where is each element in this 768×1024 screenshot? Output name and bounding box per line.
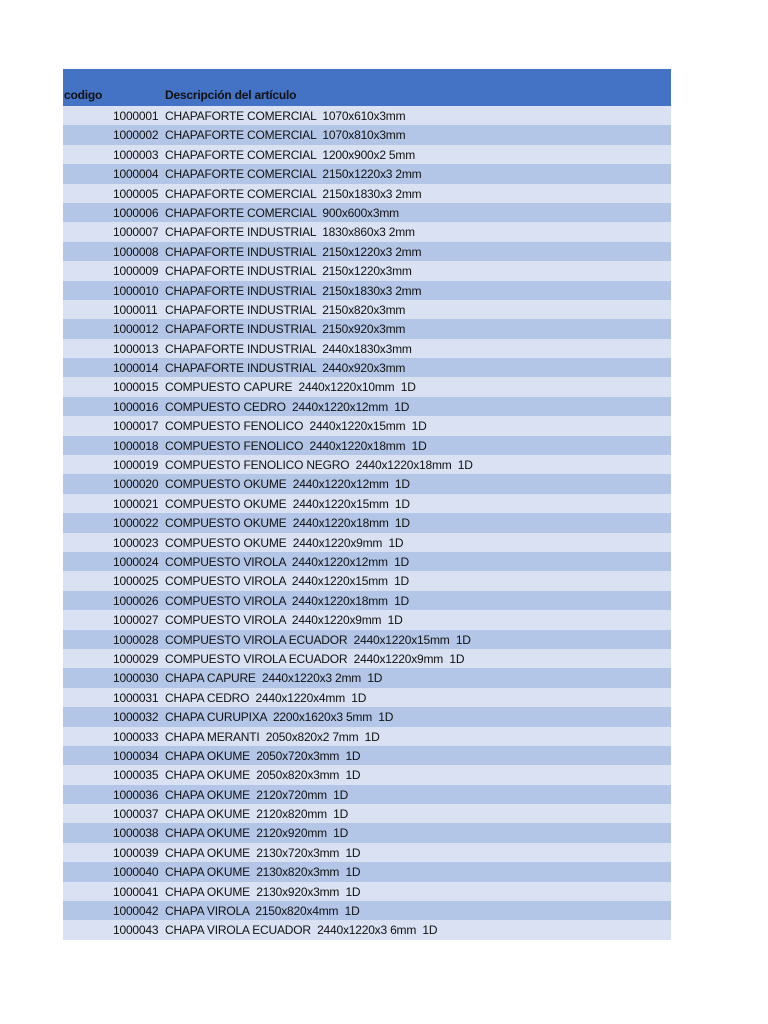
table-row[interactable]	[63, 901, 671, 920]
table-row[interactable]	[63, 494, 671, 513]
table-row[interactable]	[63, 707, 671, 726]
table-row[interactable]	[63, 125, 671, 144]
cell-description[interactable]: CHAPA OKUME 2050x720x3mm 1D	[165, 748, 361, 763]
cell-code[interactable]: 1000011	[113, 302, 158, 317]
cell-description[interactable]: CHAPAFORTE INDUSTRIAL 2440x1830x3mm	[165, 341, 412, 356]
cell-code[interactable]: 1000033	[113, 729, 159, 744]
table-row[interactable]	[63, 688, 671, 707]
table-row[interactable]	[63, 804, 671, 823]
cell-description[interactable]: CHAPAFORTE COMERCIAL 2150x1830x3 2mm	[165, 186, 422, 201]
table-body	[63, 106, 671, 940]
cell-code[interactable]: 1000018	[113, 438, 159, 453]
cell-description[interactable]: CHAPAFORTE COMERCIAL 1070x810x3mm	[165, 128, 406, 143]
cell-code[interactable]: 1000028	[113, 632, 159, 647]
cell-description[interactable]: CHAPA OKUME 2120x920mm 1D	[165, 826, 349, 841]
table-row[interactable]	[63, 222, 671, 241]
cell-description[interactable]: CHAPA MERANTI 2050x820x2 7mm 1D	[165, 729, 380, 744]
cell-description[interactable]: COMPUESTO OKUME 2440x1220x18mm 1D	[165, 516, 410, 531]
cell-code[interactable]: 1000016	[113, 399, 159, 414]
cell-description[interactable]: COMPUESTO VIROLA ECUADOR 2440x1220x9mm 1D	[165, 651, 465, 666]
cell-description[interactable]: COMPUESTO CEDRO 2440x1220x12mm 1D	[165, 399, 410, 414]
cell-code[interactable]: 1000029	[113, 651, 159, 666]
cell-code[interactable]: 1000004	[113, 167, 159, 182]
table-row[interactable]	[63, 591, 671, 610]
cell-code[interactable]: 1000041	[113, 884, 159, 899]
cell-code[interactable]: 1000009	[113, 264, 159, 279]
table-row[interactable]	[63, 455, 671, 474]
table-row[interactable]	[63, 145, 671, 164]
cell-description[interactable]: CHAPA OKUME 2120x720mm 1D	[165, 787, 349, 802]
cell-code[interactable]: 1000022	[113, 516, 159, 531]
cell-description[interactable]: CHAPAFORTE COMERCIAL 2150x1220x3 2mm	[165, 167, 422, 182]
cell-description[interactable]: CHAPAFORTE INDUSTRIAL 2150x1220x3 2mm	[165, 244, 422, 259]
table-row[interactable]	[63, 281, 671, 300]
cell-code[interactable]: 1000008	[113, 244, 159, 259]
table-row[interactable]	[63, 300, 671, 319]
cell-code[interactable]: 1000013	[113, 341, 159, 356]
cell-code[interactable]: 1000019	[113, 458, 159, 473]
cell-description[interactable]: CHAPAFORTE INDUSTRIAL 2440x920x3mm	[165, 361, 406, 376]
table-row[interactable]	[63, 843, 671, 862]
table-row[interactable]	[63, 164, 671, 183]
cell-description[interactable]: COMPUESTO OKUME 2440x1220x12mm 1D	[165, 477, 410, 492]
cell-description[interactable]: CHAPA OKUME 2130x820x3mm 1D	[165, 865, 361, 880]
table-row[interactable]	[63, 436, 671, 455]
cell-description[interactable]: COMPUESTO VIROLA 2440x1220x18mm 1D	[165, 593, 410, 608]
cell-code[interactable]: 1000010	[113, 283, 159, 298]
cell-code[interactable]: 1000043	[113, 923, 159, 938]
table-row[interactable]	[63, 339, 671, 358]
cell-description[interactable]: CHAPA VIROLA ECUADOR 2440x1220x3 6mm 1D	[165, 923, 438, 938]
table-header-row	[63, 69, 671, 106]
cell-description[interactable]: CHAPA OKUME 2050x820x3mm 1D	[165, 768, 361, 783]
cell-code[interactable]: 1000024	[113, 554, 159, 569]
table-row[interactable]	[63, 649, 671, 668]
cell-code[interactable]: 1000034	[113, 748, 159, 763]
cell-description[interactable]: CHAPAFORTE INDUSTRIAL 2150x820x3mm	[165, 302, 406, 317]
cell-description[interactable]: CHAPAFORTE INDUSTRIAL 1830x860x3 2mm	[165, 225, 415, 240]
cell-description[interactable]: COMPUESTO FENOLICO 2440x1220x15mm 1D	[165, 419, 427, 434]
cell-code[interactable]: 1000031	[113, 690, 159, 705]
cell-code[interactable]: 1000007	[113, 225, 159, 240]
header-code[interactable]: codigo	[64, 88, 103, 102]
cell-code[interactable]: 1000023	[113, 535, 159, 550]
cell-description[interactable]: COMPUESTO VIROLA ECUADOR 2440x1220x15mm 1D	[165, 632, 471, 647]
table-row[interactable]	[63, 862, 671, 881]
cell-code[interactable]: 1000006	[113, 205, 159, 220]
table-row[interactable]	[63, 882, 671, 901]
table-row[interactable]	[63, 261, 671, 280]
cell-code[interactable]: 1000003	[113, 147, 159, 162]
cell-code[interactable]: 1000005	[113, 186, 159, 201]
cell-code[interactable]: 1000039	[113, 845, 159, 860]
table-row[interactable]	[63, 746, 671, 765]
cell-code[interactable]: 1000020	[113, 477, 159, 492]
cell-description[interactable]: CHAPAFORTE COMERCIAL 1070x610x3mm	[165, 109, 406, 123]
cell-code[interactable]: 1000042	[113, 904, 159, 919]
cell-code[interactable]: 1000040	[113, 865, 159, 880]
cell-description[interactable]: CHAPAFORTE COMERCIAL 1200x900x2 5mm	[165, 147, 415, 162]
cell-description[interactable]: CHAPAFORTE INDUSTRIAL 2150x1830x3 2mm	[165, 283, 422, 298]
cell-description[interactable]: CHAPA CEDRO 2440x1220x4mm 1D	[165, 690, 367, 705]
table-row[interactable]	[63, 571, 671, 590]
table-row[interactable]	[63, 920, 671, 939]
table-row[interactable]	[63, 242, 671, 261]
cell-description[interactable]: CHAPAFORTE INDUSTRIAL 2150x920x3mm	[165, 322, 406, 337]
cell-code[interactable]: 1000025	[113, 574, 159, 589]
table-row[interactable]	[63, 823, 671, 842]
cell-code[interactable]: 1000036	[113, 787, 159, 802]
cell-description[interactable]: CHAPA OKUME 2130x920x3mm 1D	[165, 884, 361, 899]
cell-code[interactable]: 1000012	[113, 322, 159, 337]
table-row[interactable]	[63, 785, 671, 804]
table-row[interactable]	[63, 319, 671, 338]
cell-description[interactable]: CHAPA OKUME 2120x820mm 1D	[165, 807, 349, 822]
cell-code[interactable]: 1000001	[113, 109, 159, 123]
cell-description[interactable]: CHAPA CURUPIXA 2200x1620x3 5mm 1D	[165, 710, 394, 725]
cell-code[interactable]: 1000030	[113, 671, 159, 686]
cell-code[interactable]: 1000014	[113, 361, 159, 376]
cell-code[interactable]: 1000037	[113, 807, 159, 822]
cell-description[interactable]: COMPUESTO OKUME 2440x1220x15mm 1D	[165, 496, 410, 511]
cell-description[interactable]: CHAPA OKUME 2130x720x3mm 1D	[165, 845, 361, 860]
table-row[interactable]	[63, 610, 671, 629]
table-row[interactable]	[63, 552, 671, 571]
header-description[interactable]: Descripción del artículo	[165, 88, 297, 102]
table-row[interactable]	[63, 474, 671, 493]
cell-description[interactable]: CHAPA CAPURE 2440x1220x3 2mm 1D	[165, 671, 383, 686]
cell-description[interactable]: COMPUESTO VIROLA 2440x1220x15mm 1D	[165, 574, 410, 589]
cell-code[interactable]: 1000002	[113, 128, 159, 143]
cell-description[interactable]: CHAPAFORTE COMERCIAL 900x600x3mm	[165, 205, 399, 220]
table-row[interactable]	[63, 533, 671, 552]
cell-description[interactable]: COMPUESTO VIROLA 2440x1220x12mm 1D	[165, 554, 410, 569]
table-row[interactable]	[63, 203, 671, 222]
cell-code[interactable]: 1000015	[113, 380, 159, 395]
spreadsheet-table	[63, 69, 671, 940]
table-row[interactable]	[63, 727, 671, 746]
cell-description[interactable]: COMPUESTO OKUME 2440x1220x9mm 1D	[165, 535, 404, 550]
cell-description[interactable]: COMPUESTO FENOLICO 2440x1220x18mm 1D	[165, 438, 427, 453]
cell-code[interactable]: 1000032	[113, 710, 159, 725]
table-row[interactable]	[63, 358, 671, 377]
cell-code[interactable]: 1000038	[113, 826, 159, 841]
cell-description[interactable]: CHAPAFORTE INDUSTRIAL 2150x1220x3mm	[165, 264, 412, 279]
table-row[interactable]	[63, 513, 671, 532]
table-row[interactable]	[63, 765, 671, 784]
table-row[interactable]	[63, 668, 671, 687]
table-row[interactable]	[63, 630, 671, 649]
cell-description[interactable]: COMPUESTO VIROLA 2440x1220x9mm 1D	[165, 613, 403, 628]
cell-code[interactable]: 1000035	[113, 768, 159, 783]
table-row[interactable]	[63, 184, 671, 203]
cell-description[interactable]: COMPUESTO FENOLICO NEGRO 2440x1220x18mm 1D	[165, 458, 473, 473]
table-row[interactable]	[63, 397, 671, 416]
table-row[interactable]	[63, 106, 671, 125]
cell-description[interactable]: CHAPA VIROLA 2150x820x4mm 1D	[165, 904, 360, 919]
cell-code[interactable]: 1000026	[113, 593, 159, 608]
cell-code[interactable]: 1000021	[113, 496, 159, 511]
cell-description[interactable]: COMPUESTO CAPURE 2440x1220x10mm 1D	[165, 380, 416, 395]
cell-code[interactable]: 1000017	[113, 419, 159, 434]
table-row[interactable]	[63, 377, 671, 396]
table-row[interactable]	[63, 416, 671, 435]
cell-code[interactable]: 1000027	[113, 613, 159, 628]
